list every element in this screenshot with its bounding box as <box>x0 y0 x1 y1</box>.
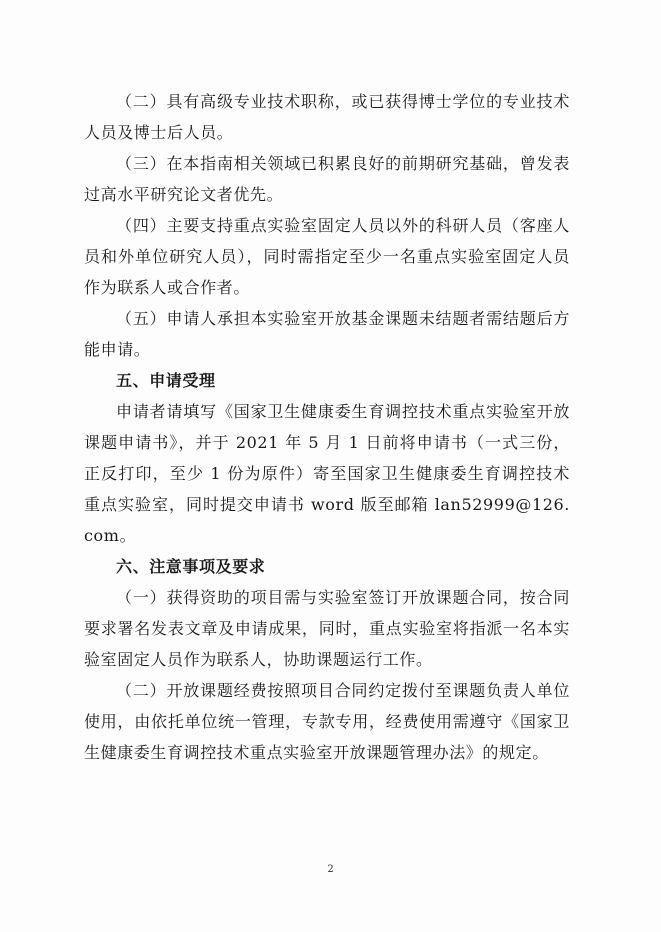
paragraph-note-1: （一）获得资助的项目需与实验室签订开放课题合同，按合同要求署名发表文章及申请成果，同时，重点实验室将指派一名本实验室固定人员作为联系人，协助课题运行工作。 <box>84 588 570 669</box>
document-body <box>84 86 570 768</box>
paragraph-application: 申请者请填写《国家卫生健康委生育调控技术重点实验室开放课题申请书》，并于 2021 年 5 月 1 日前将申请书（一式三份，正反打印，至少 1 份为原件）寄至国家卫生健康委生育调控技术重点实验室，同时提交申请书 word 版至邮箱 lan52999@126.com。 <box>84 402 570 545</box>
paragraph-qualification-3: （三）在本指南相关领域已积累良好的前期研究基础，曾发表过高水平研究论文者优先。 <box>84 154 570 204</box>
paragraph-qualification-4: （四）主要支持重点实验室固定人员以外的科研人员（客座人员和外单位研究人员），同时需指定至少一名重点实验室固定人员作为联系人或合作者。 <box>84 216 570 297</box>
paragraph-note-2: （二）开放课题经费按照项目合同约定拨付至课题负责人单位使用，由依托单位统一管理，专款专用，经费使用需遵守《国家卫生健康委生育调控技术重点实验室开放课题管理办法》的规定。 <box>84 681 570 762</box>
section-heading-application: 五、申请受理 <box>116 371 216 390</box>
paragraph-qualification-2: （二）具有高级专业技术职称，或已获得博士学位的专业技术人员及博士后人员。 <box>84 92 570 142</box>
page-number: 2 <box>327 864 334 875</box>
section-heading-notes: 六、注意事项及要求 <box>116 557 266 576</box>
paragraph-qualification-5: （五）申请人承担本实验室开放基金课题未结题者需结题后方能申请。 <box>84 309 570 359</box>
